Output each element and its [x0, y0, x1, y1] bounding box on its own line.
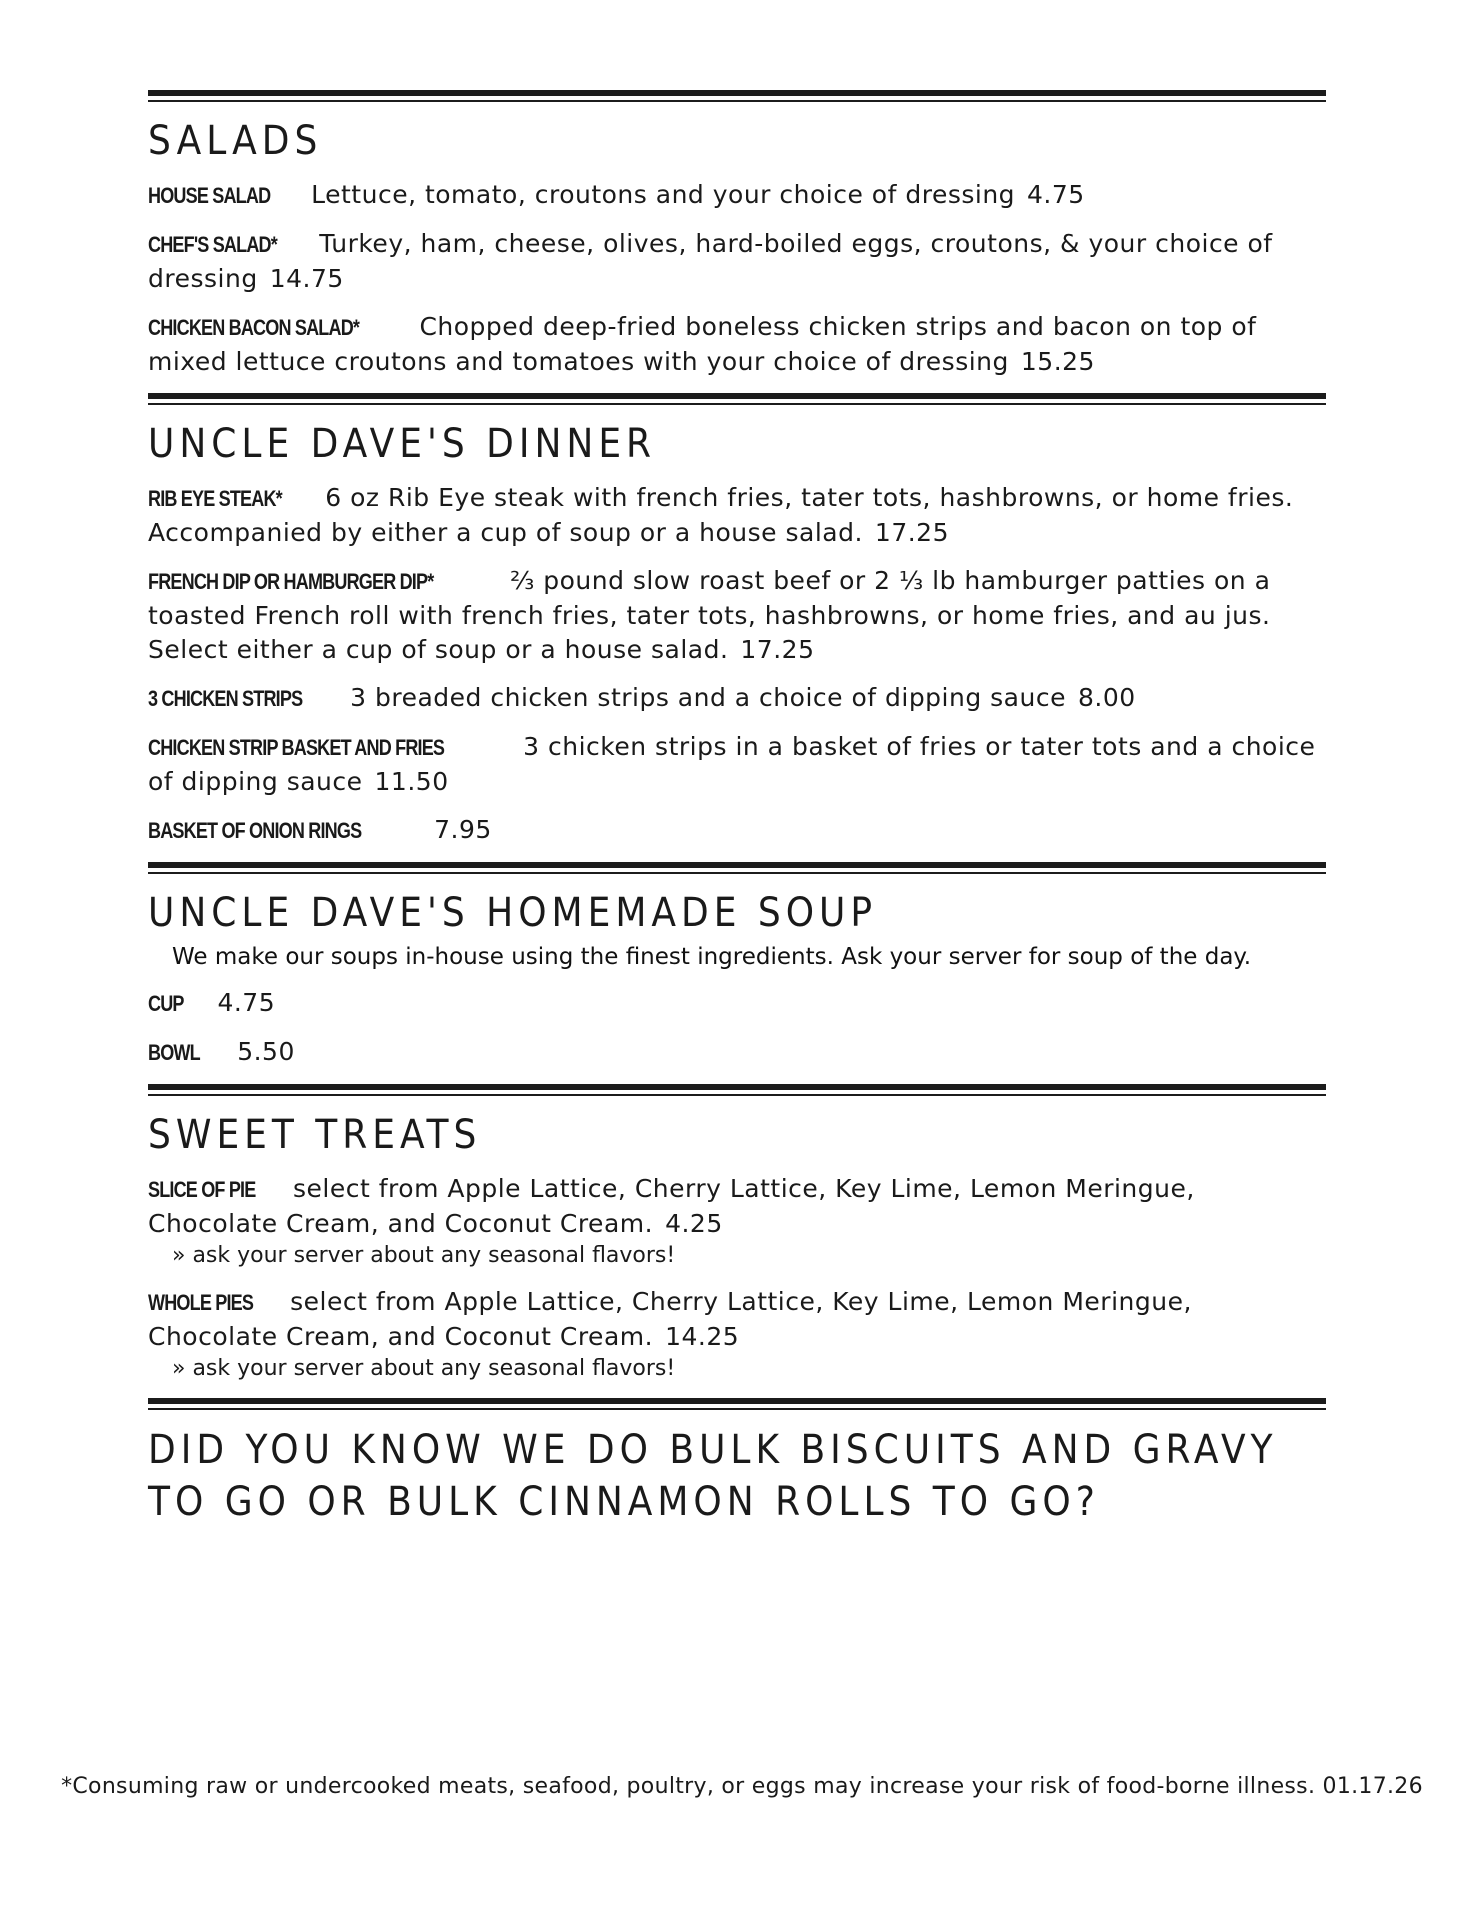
section-divider [148, 1398, 1326, 1410]
item-price: 4.25 [665, 1209, 723, 1238]
section-divider [148, 862, 1326, 874]
menu-item-chicken-strip-basket [148, 730, 1326, 799]
item-name: CUP [148, 991, 184, 1016]
menu-item-chicken-bacon-salad [148, 310, 1326, 379]
item-description: select from Apple Lattice, Cherry Lattice, Key Lime, Lemon Meringue, Chocolate Cream, and Coconut Cream. [148, 1287, 1192, 1351]
menu-item-slice-of-pie [148, 1172, 1326, 1271]
menu-item-3-chicken-strips [148, 681, 1326, 716]
item-note: » ask your server about any seasonal flavors! [172, 1356, 676, 1381]
item-description: Chopped deep-fried boneless chicken strips and bacon on top of mixed lettuce croutons and tomatoes with your choice of dressing [148, 312, 1257, 376]
section-title-treats: SWEET TREATS [148, 1112, 482, 1158]
section-divider [148, 90, 1326, 102]
menu-item-house-salad [148, 178, 1326, 213]
item-price: 11.50 [374, 767, 449, 796]
section-soup [148, 862, 1326, 1070]
section-divider [148, 393, 1326, 405]
section-title-salads: SALADS [148, 118, 323, 164]
item-name: FRENCH DIP OR HAMBURGER DIP* [148, 569, 434, 594]
item-price: 17.25 [740, 635, 815, 664]
menu-page [148, 90, 1326, 1540]
item-name: CHICKEN STRIP BASKET AND FRIES [148, 735, 445, 760]
item-price: 14.75 [269, 264, 344, 293]
item-price: 17.25 [874, 518, 949, 547]
item-price: 14.25 [665, 1322, 740, 1351]
menu-item-french-dip [148, 564, 1326, 667]
item-name: WHOLE PIES [148, 1290, 254, 1315]
menu-item-rib-eye-steak [148, 481, 1326, 550]
item-description: ⅔ pound slow roast beef or 2 ⅓ lb hamburger patties on a toasted French roll with french fries, tater tots, hashbrowns, or home fries, and au jus. Select either a cup of soup or a house salad. [148, 566, 1271, 664]
item-description: 3 chicken strips in a basket of fries or tater tots and a choice of dipping sauce [148, 732, 1316, 796]
item-note: » ask your server about any seasonal flavors! [172, 1243, 676, 1268]
item-price: 4.75 [217, 988, 276, 1017]
menu-item-bowl [148, 1035, 1326, 1070]
item-price: 15.25 [1020, 347, 1095, 376]
section-title-dinner: UNCLE DAVE'S DINNER [148, 421, 657, 467]
item-price: 4.75 [1027, 180, 1085, 209]
section-bulk [148, 1398, 1326, 1528]
item-description: Lettuce, tomato, croutons and your choice of dressing [311, 180, 1016, 209]
item-description: Turkey, ham, cheese, olives, hard-boiled eggs, croutons, & your choice of dressing [148, 229, 1273, 293]
item-description: 3 breaded chicken strips and a choice of dipping sauce [350, 683, 1066, 712]
item-name: BASKET OF ONION RINGS [148, 818, 362, 843]
section-divider [148, 1084, 1326, 1096]
section-title-soup: UNCLE DAVE'S HOMEMADE SOUP [148, 890, 878, 936]
section-salads [148, 90, 1326, 379]
item-description: 6 oz Rib Eye steak with french fries, tater tots, hashbrowns, or home fries. Accompanied by either a cup of soup or a house salad. [148, 483, 1294, 547]
item-price: 8.00 [1077, 683, 1136, 712]
menu-item-whole-pies [148, 1285, 1326, 1384]
item-name: CHICKEN BACON SALAD* [148, 315, 360, 340]
footer-disclaimer: *Consuming raw or undercooked meats, seafood, poultry, or eggs may increase your risk of food-borne illness. 01.17.26 [61, 1774, 1423, 1799]
menu-item-chefs-salad [148, 227, 1326, 296]
item-name: RIB EYE STEAK* [148, 486, 282, 511]
menu-item-onion-rings [148, 813, 1326, 848]
item-price: 5.50 [237, 1037, 295, 1066]
item-name: 3 CHICKEN STRIPS [148, 686, 303, 711]
section-treats [148, 1084, 1326, 1384]
item-price: 7.95 [434, 815, 492, 844]
section-title-bulk: DID YOU KNOW WE DO BULK BISCUITS AND GRAVY TO GO OR BULK CINNAMON ROLLS TO GO? [148, 1427, 1278, 1525]
soup-intro: We make our soups in-house using the finest ingredients. Ask your server for soup of the day. [172, 944, 1252, 970]
item-name: CHEF'S SALAD* [148, 232, 277, 257]
item-name: SLICE OF PIE [148, 1177, 256, 1202]
item-name: HOUSE SALAD [148, 183, 271, 208]
section-dinner [148, 393, 1326, 848]
item-description: select from Apple Lattice, Cherry Lattice, Key Lime, Lemon Meringue, Chocolate Cream, and Coconut Cream. [148, 1174, 1195, 1238]
item-name: BOWL [148, 1040, 200, 1065]
menu-item-cup [148, 986, 1326, 1021]
